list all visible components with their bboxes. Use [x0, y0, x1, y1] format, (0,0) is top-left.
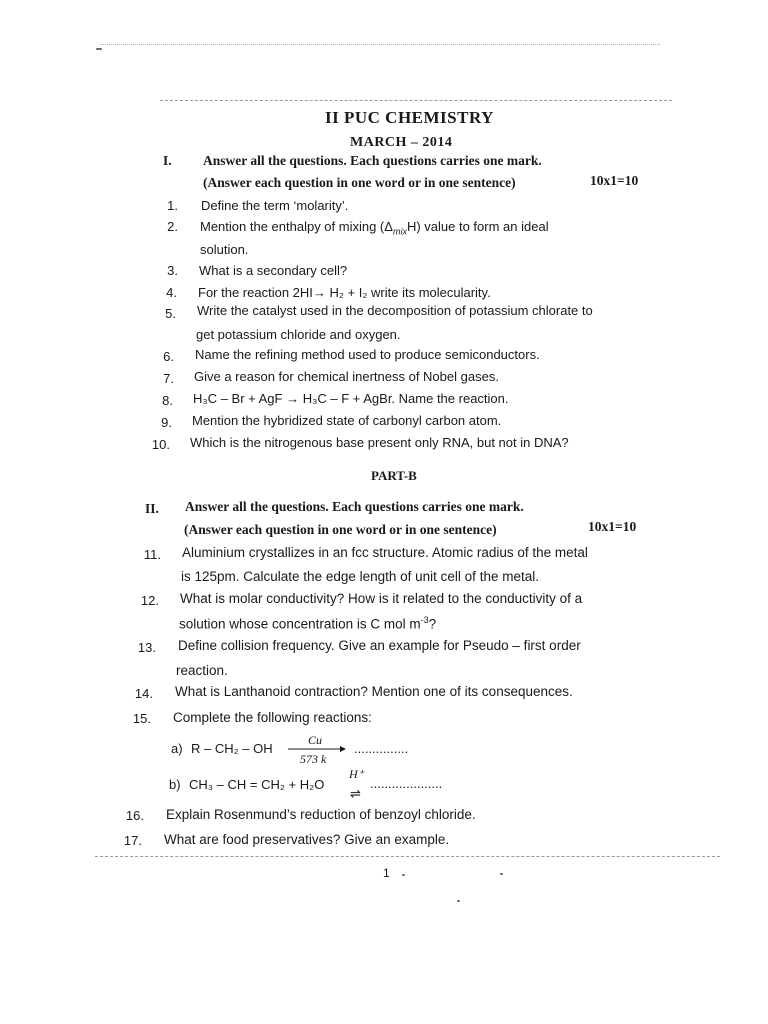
question-number: 13.	[137, 640, 156, 655]
question-text-continued: reaction.	[176, 663, 228, 678]
question-text: What is Lanthanoid contraction? Mention one of its consequences.	[175, 684, 573, 699]
question-number: 3.	[167, 263, 178, 278]
question-number: 15.	[132, 711, 151, 726]
part-b-instruction-1: Answer all the questions. Each questions carries one mark.	[185, 499, 524, 514]
reaction-condition: 573 k	[300, 752, 327, 766]
question-text: For the reaction 2HI→ H₂ + I₂ write its molecularity.	[198, 285, 491, 300]
question-text: Aluminium crystallizes in an fcc structure. Atomic radius of the metal	[182, 545, 588, 560]
reaction-label: b)	[169, 777, 181, 792]
part-b-marks: 10x1=10	[588, 519, 637, 534]
top-scan-line	[100, 44, 660, 45]
question-number: 7.	[163, 371, 174, 386]
question-text: Write the catalyst used in the decomposition of potassium chlorate to	[197, 303, 593, 318]
question-text: What is molar conductivity? How is it related to the conductivity of a	[180, 591, 583, 606]
question-text: H₃C – Br + AgF → H₃C – F + AgBr. Name the reaction.	[193, 391, 509, 406]
question-number: 11.	[143, 547, 161, 562]
footer-rule	[95, 856, 720, 857]
reaction-blank: ....................	[370, 776, 443, 791]
part-a-instruction-1: Answer all the questions. Each questions carries one mark.	[203, 153, 542, 168]
question-text-continued: solution.	[200, 242, 249, 257]
reaction-blank: ...............	[354, 741, 409, 756]
reaction-catalyst: H⁺	[349, 767, 364, 781]
question-text: Complete the following reactions:	[173, 710, 372, 725]
reaction-catalyst: Cu	[308, 733, 323, 747]
question-text: Which is the nitrogenous base present only RNA, but not in DNA?	[190, 435, 569, 450]
reaction-reactants: CH₃ – CH = CH₂ + H₂O	[189, 777, 325, 792]
question-text: Explain Rosenmund’s reduction of benzoyl chloride.	[166, 807, 476, 822]
question-text: What is a secondary cell?	[199, 263, 348, 278]
part-a-instruction-2: (Answer each question in one word or in one sentence)	[203, 175, 516, 190]
scan-speck	[96, 48, 102, 50]
question-number: 9.	[161, 415, 172, 430]
part-b-heading: PART-B	[371, 468, 417, 483]
scan-speck	[402, 874, 405, 876]
question-number: 4.	[166, 285, 177, 300]
question-text: Mention the enthalpy of mixing $(\Delta_{mix}H)$ value to form an ideal	[200, 219, 549, 237]
section-number-part-a: I.	[163, 153, 172, 168]
question-number: 12.	[140, 593, 159, 608]
section-number-part-b: II.	[145, 501, 159, 516]
question-text: What are food preservatives? Give an example.	[164, 832, 450, 847]
question-number: 17.	[123, 833, 142, 848]
header-rule	[160, 100, 672, 101]
question-number: 2.	[167, 219, 178, 234]
question-number: 5.	[165, 306, 176, 321]
question-text: Define collision frequency. Give an example for Pseudo – first order	[178, 638, 581, 653]
question-number: 10.	[151, 437, 170, 452]
reaction-reactant: R – CH₂ – OH	[191, 741, 273, 756]
question-number: 1.	[167, 198, 178, 213]
question-text: Give a reason for chemical inertness of Nobel gases.	[194, 369, 499, 384]
question-text-continued: is 125pm. Calculate the edge length of unit cell of the metal.	[181, 569, 539, 584]
question-text: Name the refining method used to produce semiconductors.	[195, 347, 540, 362]
question-text-continued: get potassium chloride and oxygen.	[196, 327, 401, 342]
page-title: II PUC CHEMISTRY	[325, 108, 494, 127]
equilibrium-arrow-icon: ⇌	[350, 786, 361, 801]
question-text: Define the term ‘molarity’.	[201, 198, 349, 213]
part-b-instruction-2: (Answer each question in one word or in one sentence)	[184, 522, 497, 537]
question-number: 8.	[162, 393, 173, 408]
scan-speck	[457, 900, 460, 902]
scan-speck	[500, 873, 503, 875]
reaction-label: a)	[171, 741, 183, 756]
page-number: 1	[383, 866, 390, 880]
question-number: 16.	[125, 808, 144, 823]
question-number: 6.	[163, 349, 174, 364]
question-text-continued: solution whose concentration is C mol $m^{-3}$?	[179, 615, 437, 632]
part-a-marks: 10x1=10	[590, 173, 639, 188]
question-number: 14.	[134, 686, 153, 701]
question-text: Mention the hybridized state of carbonyl carbon atom.	[192, 413, 502, 428]
exam-date: MARCH – 2014	[350, 135, 453, 150]
